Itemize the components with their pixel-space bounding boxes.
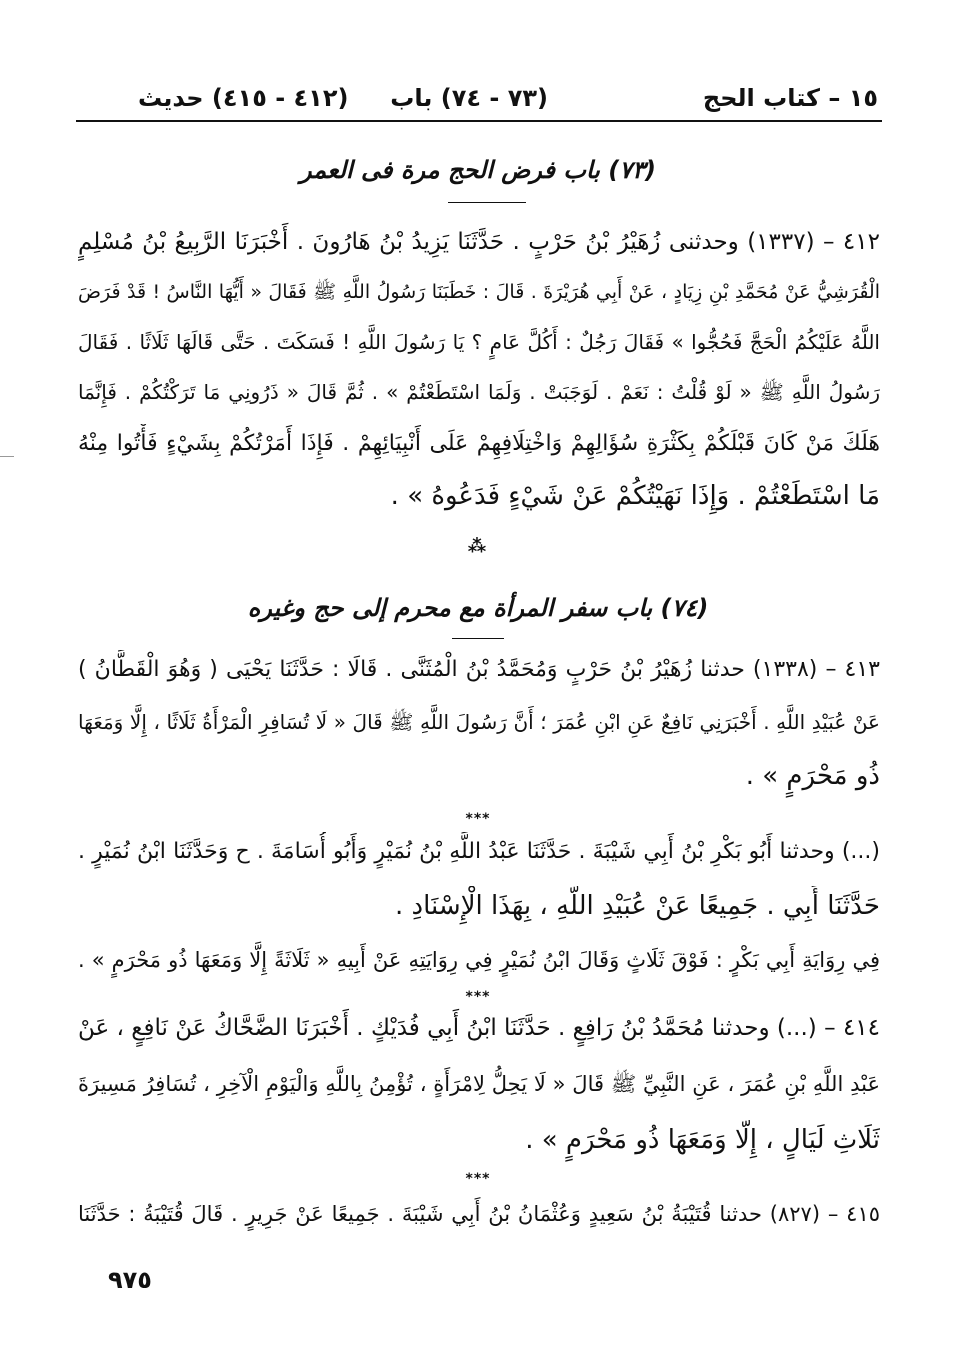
hadith-414-line-1: ٤١٤ – (...) وحدثنا مُحَمَّدُ بْنُ رَافِعٍ . حَدَّثَنَا ابْنُ أَبِي فُدَيْكٍ . أَخْبَرَنَا الضَّحَّاكُ عَنْ نَافِعٍ ، عَنْ xyxy=(78,1015,880,1041)
chapter-74-title: (٧٤) باب سفر المرأة مع محرم إلى حج وغيره xyxy=(247,594,709,622)
hadith-413-line-3: ذُو مَحْرَمٍ » . xyxy=(745,761,880,791)
hadith-412-line-2: الْقُرَشِيُّ عَنْ مُحَمَّدِ بْنِ زِيَادٍ ، عَنْ أَبِي هُرَيْرَةَ . قَالَ : خَطَبَنَا رَسُولُ اللَّهِ ﷺ فَقَالَ « أَيُّهَا النَّاسُ ! قَدْ فَرَضَ xyxy=(78,281,880,303)
hadith-412-line-4: رَسُولُ اللَّهِ ﷺ « لَوْ قُلْتُ : نَعَمْ . لَوَجَبَتْ . وَلَمَا اسْتَطَعْتُمْ » . ثُمَّ قَالَ « ذَرُونِي مَا تَرَكْتُكُمْ . فَإِنَّمَا xyxy=(78,380,880,404)
margin-tick xyxy=(0,456,14,457)
hadith-413b-line-1: (...) وحدثنا أَبُو بَكْرِ بْنُ أَبِي شَيْبَةَ . حَدَّثَنَا عَبْدُ اللَّهِ بْنُ نُمَيْرٍ وَأَبُو أُسَامَةَ . ح وَحَدَّثَنَا ابْنُ نُمَيْرٍ . xyxy=(78,839,880,864)
hadith-415-line-1: ٤١٥ – (٨٢٧) حدثنا قُتَيْبَةُ بْنُ سَعِيدٍ وَعُثْمَانُ بْنُ أَبِي شَيْبَةَ . جَمِيعًا عَنْ جَرِيرٍ . قَالَ قُتَيْبَةُ : حَدَّثَنَا xyxy=(78,1202,880,1226)
hadith-412-line-5: هَلَكَ مَنْ كَانَ قَبْلَكُمْ بِكَثْرَةِ سُؤَالِهِمْ وَاخْتِلَافِهِمْ عَلَى أَنْبِيَائِهِمْ . فَإِذَا أَمَرْتُكُمْ بِشَيْءٍ فَأْتُوا مِنْهُ xyxy=(78,431,880,456)
three-stars-3: *** xyxy=(465,1171,491,1187)
page-number: ٩٧٥ xyxy=(108,1266,152,1294)
hadith-413-line-2: عَنْ عُبَيْدِ اللَّهِ . أَخْبَرَنِي نَافِعٌ عَنِ ابْنِ عُمَرَ ؛ أَنَّ رَسُولَ اللَّهِ ﷺ قَالَ « لَا تُسَافِرِ الْمَرْأَةُ ثَلَاثًا ، إِلَّا وَمَعَهَا xyxy=(78,710,880,734)
chapter-73-rule xyxy=(448,202,526,203)
three-stars-2: *** xyxy=(465,989,491,1005)
hadith-412-line-1: ٤١٢ – (١٣٣٧) وحدثنى زُهَيْرُ بْنُ حَرْبٍ . حَدَّثَنَا يَزِيدُ بْنُ هَارُونَ . أَخْبَرَنَا الرَّبِيعُ بْنُ مُسْلِمٍ xyxy=(78,229,880,255)
running-header xyxy=(78,80,878,116)
header-book-label: ١٥ – كتاب الحج xyxy=(702,84,878,112)
chapter-74-rule xyxy=(452,638,504,639)
header-hadith-range: (٤١٢ - ٤١٥) حديث xyxy=(138,84,349,112)
section-separator: ⁂ xyxy=(467,536,489,557)
hadith-413b-line-3: فِي رِوَايَةِ أَبِي بَكْرٍ : فَوْقَ ثَلَاثٍ وَقَالَ ابْنُ نُمَيْرٍ فِي رِوَايَتِهِ عَنْ أَبِيهِ « ثَلَاثَةً إِلَّا وَمَعَهَا ذُو مَحْرَمٍ » . xyxy=(78,948,880,972)
header-chapter-range: (٧٣ - ٧٤) باب xyxy=(390,84,548,112)
hadith-414-line-2: عَبْدِ اللَّهِ بْنِ عُمَرَ ، عَنِ النَّبِيِّ ﷺ قَالَ « لَا يَحِلُّ لِامْرَأَةٍ ، تُؤْمِنُ بِاللَّهِ وَالْيَوْمِ الْآخِرِ ، تُسَافِرُ مَسِيرَةَ xyxy=(78,1072,880,1096)
hadith-413b-line-2: حَدَّثَنَا أَبِي . جَمِيعًا عَنْ عُبَيْدِ اللَّهِ ، بِهَذَا الْإِسْنَادِ . xyxy=(395,891,880,921)
hadith-413-line-1: ٤١٣ – (١٣٣٨) حدثنا زُهَيْرُ بْنُ حَرْبٍ وَمُحَمَّدُ بْنُ الْمُثَنَّى . قَالَا : حَدَّثَنَا يَحْيَى ( وَهُوَ الْقَطَّانُ ) xyxy=(78,657,880,682)
hadith-412-line-3: اللَّهُ عَلَيْكُمُ الْحَجَّ فَحُجُّوا » فَقَالَ رَجُلٌ : أَكُلَّ عَامٍ ؟ يَا رَسُولَ اللَّهِ ! فَسَكَتَ . حَتَّى قَالَهَا ثَلَاثًا . فَقَالَ xyxy=(78,330,880,354)
chapter-73-title: (٧٣) باب فرض الحج مرة فى العمر xyxy=(300,156,656,184)
three-stars-1: *** xyxy=(465,811,491,827)
hadith-412-line-6: مَا اسْتَطَعْتُمْ . وَإِذَا نَهَيْتُكُمْ عَنْ شَيْءٍ فَدَعُوهُ » . xyxy=(390,481,880,511)
hadith-414-line-3: ثَلَاثِ لَيَالٍ ، إِلَّا وَمَعَهَا ذُو مَحْرَمٍ » . xyxy=(525,1125,880,1155)
header-rule xyxy=(76,120,882,122)
